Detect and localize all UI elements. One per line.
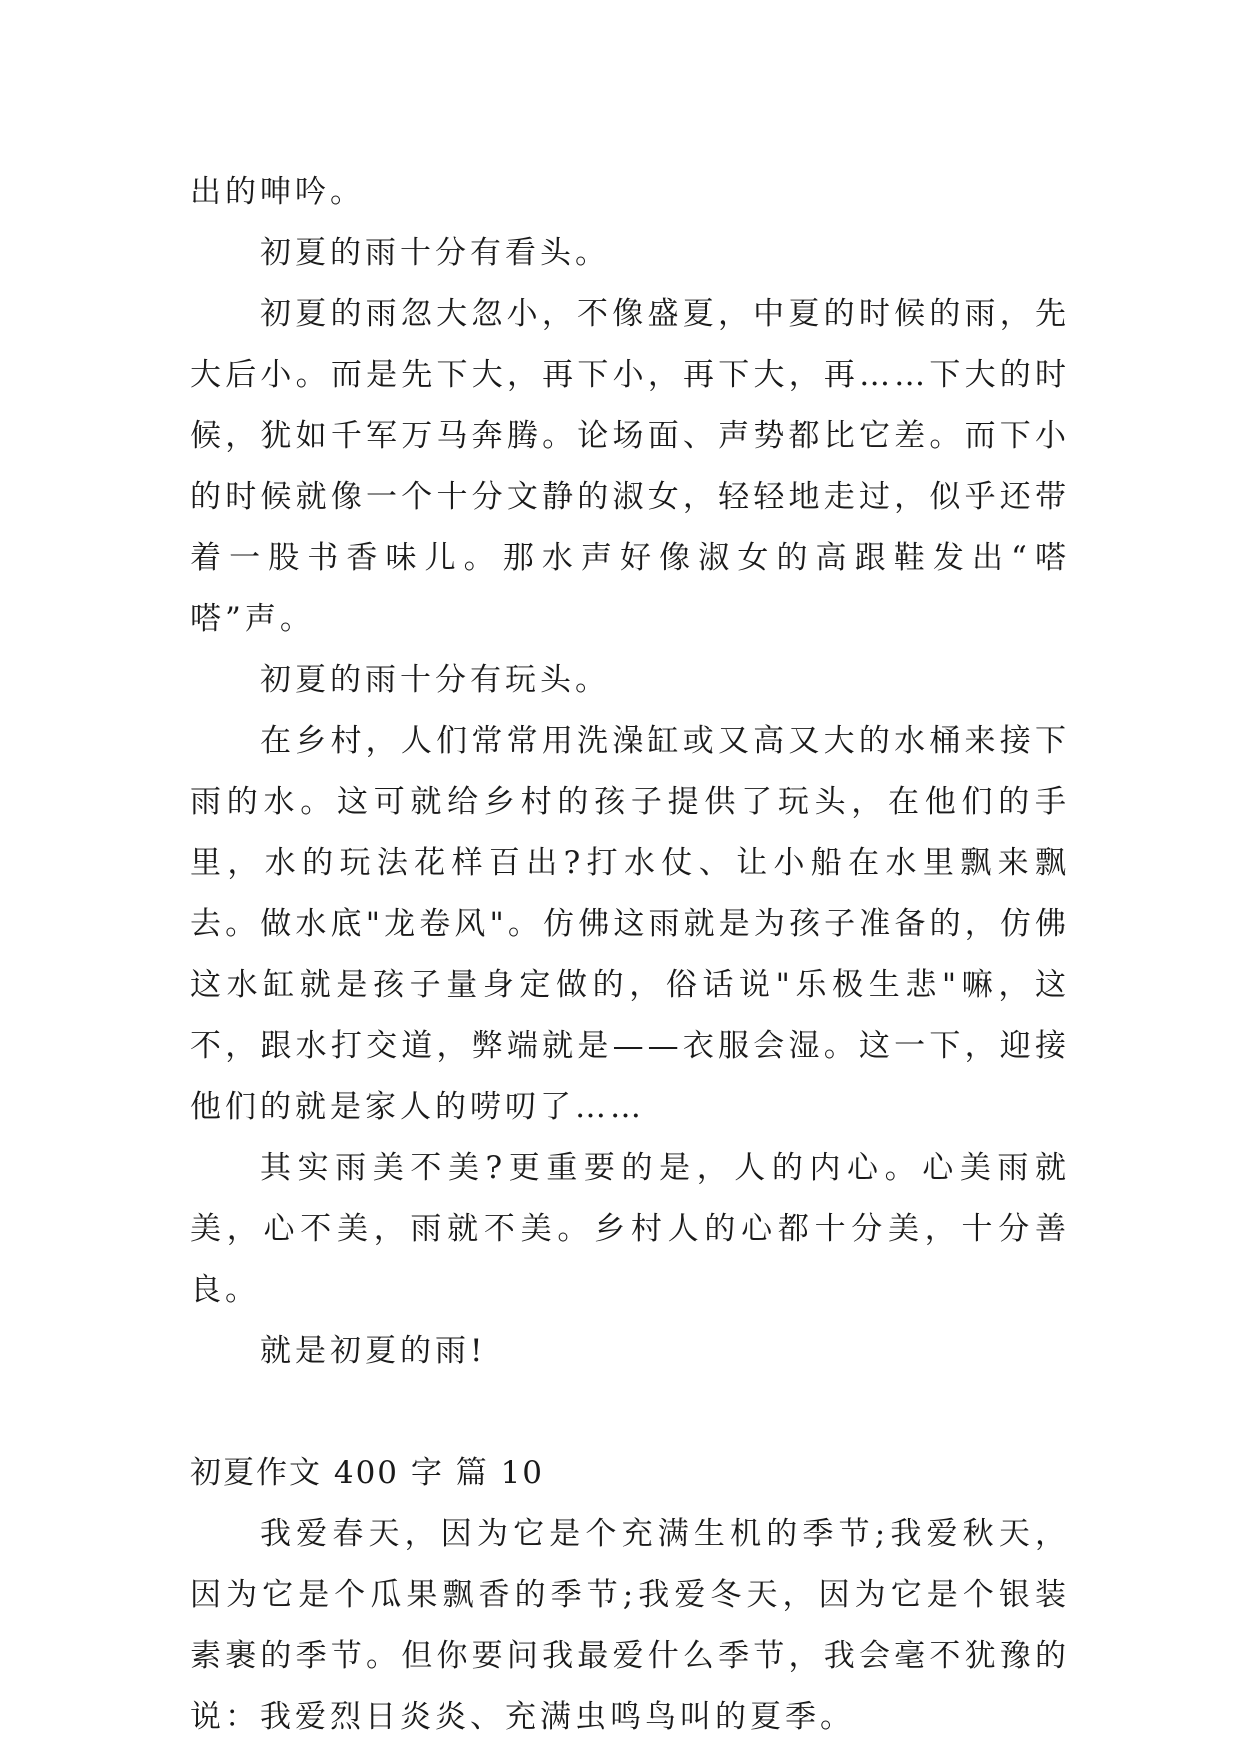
paragraph: 初夏的雨忽大忽小，不像盛夏，中夏的时候的雨，先大后小。而是先下大，再下小，再下大，再……下大的时候，犹如千军万马奔腾。论场面、声势都比它差。而下小的时候就像一个十分文静的淑女，轻轻地走过，似乎还带着一股书香味儿。那水声好像淑女的高跟鞋发出“嗒嗒”声。 xyxy=(190,296,1070,637)
paragraph: 在乡村，人们常常用洗澡缸或又高又大的水桶来接下雨的水。这可就给乡村的孩子提供了玩头，在他们的手里，水的玩法花样百出?打水仗、让小船在水里飘来飘去。做水底"龙卷风"。仿佛这雨就是为孩子准备的，仿佛这水缸就是孩子量身定做的，俗话说"乐极生悲"嘛，这不，跟水打交道，弊端就是——衣服会湿。这一下，迎接他们的就是家人的唠叨了…… xyxy=(190,723,1070,1125)
paragraph-continuation: 出的呻吟。 xyxy=(190,174,365,210)
paragraph: 就是初夏的雨! xyxy=(260,1333,487,1369)
paragraph: 初夏的雨十分有看头。 xyxy=(260,235,610,271)
paragraph: 我爱春天，因为它是个充满生机的季节;我爱秋天，因为它是个瓜果飘香的季节;我爱冬天，因为它是个银装素裹的季节。但你要问我最爱什么季节，我会毫不犹豫的说：我爱烈日炎炎、充满虫鸣鸟叫的夏季。 xyxy=(190,1516,1070,1735)
paragraph: 初夏的雨十分有玩头。 xyxy=(260,662,610,698)
section-heading: 初夏作文 400 字 篇 10 xyxy=(190,1455,545,1491)
paragraph: 其实雨美不美?更重要的是，人的内心。心美雨就美，心不美，雨就不美。乡村人的心都十分美，十分善良。 xyxy=(190,1150,1070,1308)
section-spacer xyxy=(190,1382,1070,1443)
document-body xyxy=(190,162,1070,1748)
